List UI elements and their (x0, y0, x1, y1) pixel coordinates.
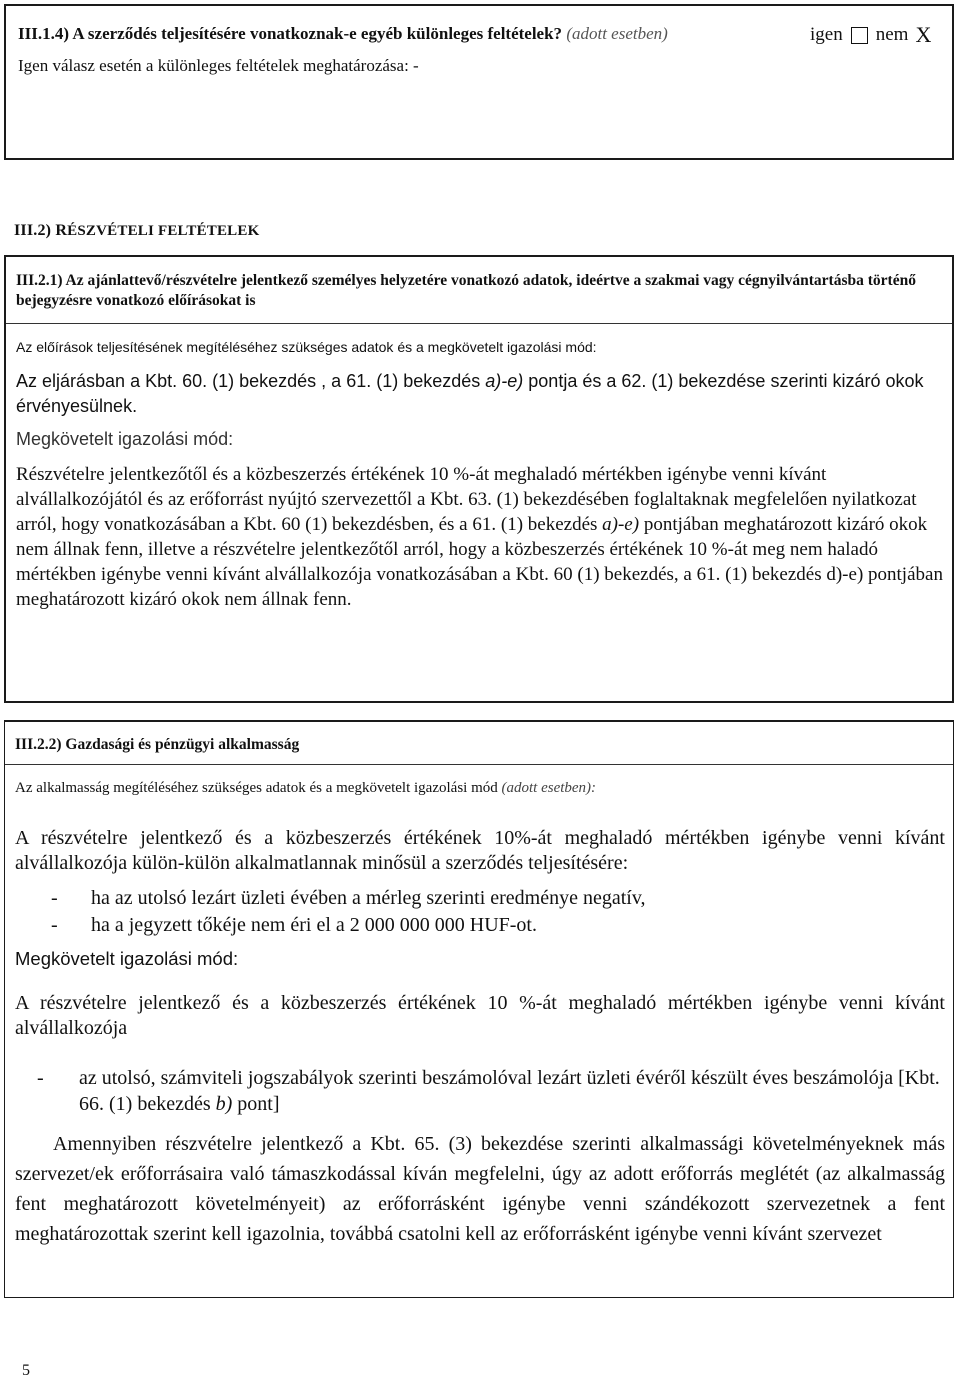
text-run-italic: a)-e) (485, 371, 524, 391)
special-conditions-definition: Igen válasz esetén a különleges feltételek meghatározása: - (18, 56, 419, 75)
verification-intro: A részvételre jelentkező és a közbeszerzés értékének 10 %-át meghaladó mértékben igénybe venni kívánt alvállalkozója (15, 992, 945, 1039)
list-item-text: ha a jegyzett tőkéje nem éri el a 2 000 000 000 HUF-ot. (91, 914, 537, 936)
yes-no-selection (810, 22, 931, 48)
list-item: - ha a jegyzett tőkéje nem éri el a 2 000 000 000 HUF-ot. (51, 914, 537, 936)
requirements-label: Az előírások teljesítésének megítéléséhez szükséges adatok és a megkövetelt igazolási mód: (16, 339, 597, 355)
resource-reliance-text: Amennyiben részvételre jelentkező a Kbt. 65. (3) bekezdése szerinti alkalmassági követelményeknek más szervezet/ek erőforrásaira való támaszkodással kíván megfelelni, úgy az adott erőforrás meglétét (az alkalmasság fent meghatározott követelményeit) az erőforrásként igénybe venni szándékozott szervezetnek a fent meghatározottak szerint kell igazolnia, továbbá csatolni kell az erőforrásként igénybe venni kívánt szervezet (15, 1133, 945, 1245)
unsuitability-intro: A részvételre jelentkező és a közbeszerzés értékének 10%-át meghaladó mértékben igénybe venni kívánt alvállalkozója külön-külön alkalmatlannak minősül a szerződés teljesítésére: (15, 827, 945, 874)
text-run: Az eljárásban a Kbt. 60. (1) bekezdés , a 61. (1) bekezdés (16, 371, 486, 391)
text-run: pontjában meghatározott kizáró okok nem állnak fenn, illetve a részvételre jelentkezőtől arról, hogy a közbeszerzés értékének 10 %-át meg nem haladó mértékben igénybe venni kívánt alvállalkozója vonatkozásában a Kbt. 60 (1) bekezdés, a 61. (1) bekezdés d)-e) pontjában meghatározott kizáró okok nem állnak fenn. (16, 514, 943, 610)
verification-method-label: Megkövetelt igazolási mód: (16, 429, 234, 449)
list-item: - ha az utolsó lezárt üzleti évében a mérleg szerinti eredménye negatív, (51, 887, 646, 909)
suitability-label (15, 780, 596, 797)
verification-list (15, 1065, 945, 1117)
question-text: III.1.4) A szerződés teljesítésére vonatkoznak-e egyéb különleges feltételek? (18, 24, 563, 43)
heading-prefix: III.2) R (14, 222, 68, 239)
personal-situation-body (16, 369, 944, 612)
yes-label: igen (810, 24, 843, 45)
exclusion-grounds-text (16, 369, 944, 419)
text-run: pontja és a 62. (1) bekezdése szerinti kizáró okok érvényesülnek. (16, 371, 924, 416)
economic-financial-body (15, 826, 945, 1249)
divider (5, 764, 953, 765)
text-run: pont] (232, 1093, 280, 1115)
page-number: 5 (22, 1362, 30, 1379)
text-run-italic: a)-e) (602, 514, 640, 535)
label-text: Az alkalmasság megítéléséhez szükséges adatok és a megkövetelt igazolási mód (15, 780, 498, 796)
divider (6, 323, 952, 324)
yes-checkbox[interactable] (851, 27, 868, 44)
unsuitability-criteria-list (15, 886, 945, 938)
economic-financial-heading: III.2.2) Gazdasági és pénzügyi alkalmasság (15, 736, 300, 753)
question-paren: (adott esetben) (566, 24, 668, 43)
section-personal-situation-box (4, 255, 954, 703)
text-run: Részvételre jelentkezőtől és a közbeszerzés értékének 10 %-át meghaladó mértékben igénybe venni kívánt alvállalkozójától és az erőforrást nyújtó szervezettől a Kbt. 63. (1) bekezdésében foglaltaknak megfelelően nyilatkozat arról, hogy vonatkozásában a Kbt. 60 (1) bekezdésben, és a 61. (1) bekezdés (16, 464, 917, 535)
personal-situation-heading: III.2.1) Az ajánlattevő/részvételre jelentkező személyes helyzetére vonatkozó adatok, ideértve a szakmai vagy cégnyilvántartásba történő bejegyzésre vonatkozó előírásokat is (16, 272, 916, 309)
no-checkbox-mark[interactable]: X (915, 22, 932, 47)
section-special-conditions-box (4, 4, 954, 160)
special-conditions-question (18, 24, 668, 44)
verification-method-label: Megkövetelt igazolási mód: (15, 948, 239, 969)
section-economic-financial-box (4, 720, 954, 1298)
label-paren: (adott esetben): (501, 780, 597, 796)
text-run: az utolsó, számviteli jogszabályok szerinti beszámolóval lezárt üzleti évéről készült éves beszámolója [Kbt. 66. (1) bekezdés (79, 1067, 940, 1115)
list-item-text: ha az utolsó lezárt üzleti évében a mérleg szerinti eredménye negatív, (91, 887, 646, 909)
list-item: - az utolsó, számviteli jogszabályok szerinti beszámolóval lezárt üzleti évéről készült éves beszámolója [Kbt. 66. (1) bekezdés b) pont] (37, 1067, 940, 1115)
no-label: nem (875, 24, 909, 45)
text-run-italic: b) (215, 1093, 233, 1115)
heading-rest: ÉSZVÉTELI FELTÉTELEK (67, 223, 260, 239)
verification-method-text (16, 462, 944, 612)
section-heading-participation (14, 222, 259, 240)
